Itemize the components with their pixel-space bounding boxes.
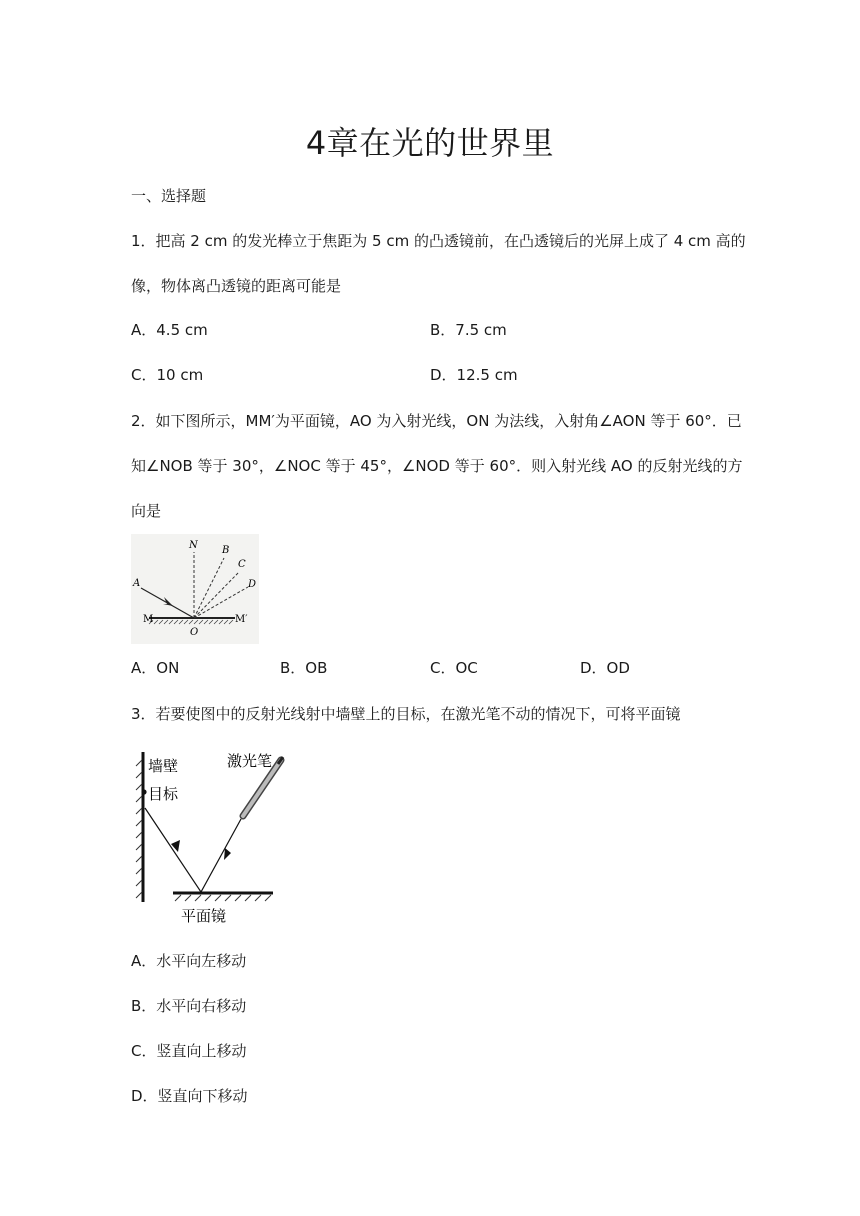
q2-text-line-3: 向是	[131, 502, 162, 520]
label-b: B	[222, 545, 230, 556]
mirror-hatching	[175, 895, 271, 901]
label-mirror: 平面镜	[181, 907, 227, 925]
label-c: C	[238, 559, 246, 570]
q1-option-a: A．4.5 cm	[131, 321, 208, 339]
incident-ray	[201, 819, 241, 892]
incident-arrow-icon	[224, 848, 231, 860]
reflected-arrow-icon	[171, 840, 180, 852]
q1-option-b: B．7.5 cm	[430, 321, 507, 339]
label-n: N	[189, 540, 198, 551]
mirror-reflection-diagram	[131, 534, 259, 644]
q1-text-line-2: 像，物体离凸透镜的距离可能是	[131, 277, 342, 295]
target-dot	[141, 789, 146, 794]
label-target: 目标	[148, 785, 179, 803]
q2-option-a: A．ON	[131, 659, 180, 677]
q3-option-d: D．竖直向下移动	[131, 1087, 248, 1105]
q1-text-line-1: 1．把高 2 cm 的发光棒立于焦距为 5 cm 的凸透镜前，在凸透镜后的光屏上成了 4 cm 高的	[131, 232, 746, 250]
section-heading: 一、选择题	[131, 187, 207, 205]
laser-wall-diagram	[131, 746, 291, 926]
label-o: O	[190, 627, 199, 638]
ray-oc	[194, 572, 239, 618]
wall-hatching	[136, 760, 142, 898]
reflected-ray	[145, 808, 201, 892]
label-m-prime: M′	[235, 614, 248, 625]
q2-text-line-2: 知∠NOB 等于 30°，∠NOC 等于 45°，∠NOD 等于 60°．则入射光线 AO 的反射光线的方	[131, 457, 743, 475]
q2-option-b: B．OB	[280, 659, 328, 677]
q2-option-d: D．OD	[580, 659, 630, 677]
page-title: 4章在光的世界里	[305, 124, 555, 162]
q1-option-d: D．12.5 cm	[430, 366, 518, 384]
label-laser: 激光笔	[227, 752, 273, 770]
q2-text-line-1: 2．如下图所示，MM′为平面镜，AO 为入射光线，ON 为法线，入射角∠AON 等于 60°．已	[131, 412, 742, 430]
label-m: M	[143, 614, 154, 625]
q3-option-b: B．水平向右移动	[131, 997, 247, 1015]
label-d: D	[248, 579, 257, 590]
label-a: A	[133, 578, 141, 589]
mirror-hatching	[149, 620, 233, 624]
label-wall: 墙壁	[148, 757, 179, 775]
laser-wall-figure	[131, 746, 291, 926]
q3-option-c: C．竖直向上移动	[131, 1042, 247, 1060]
q3-text-line-1: 3．若要使图中的反射光线射中墙壁上的目标，在激光笔不动的情况下，可将平面镜	[131, 705, 681, 723]
q1-option-c: C．10 cm	[131, 366, 204, 384]
q2-option-c: C．OC	[430, 659, 478, 677]
mirror-reflection-figure	[131, 534, 259, 644]
q3-option-a: A．水平向左移动	[131, 952, 247, 970]
